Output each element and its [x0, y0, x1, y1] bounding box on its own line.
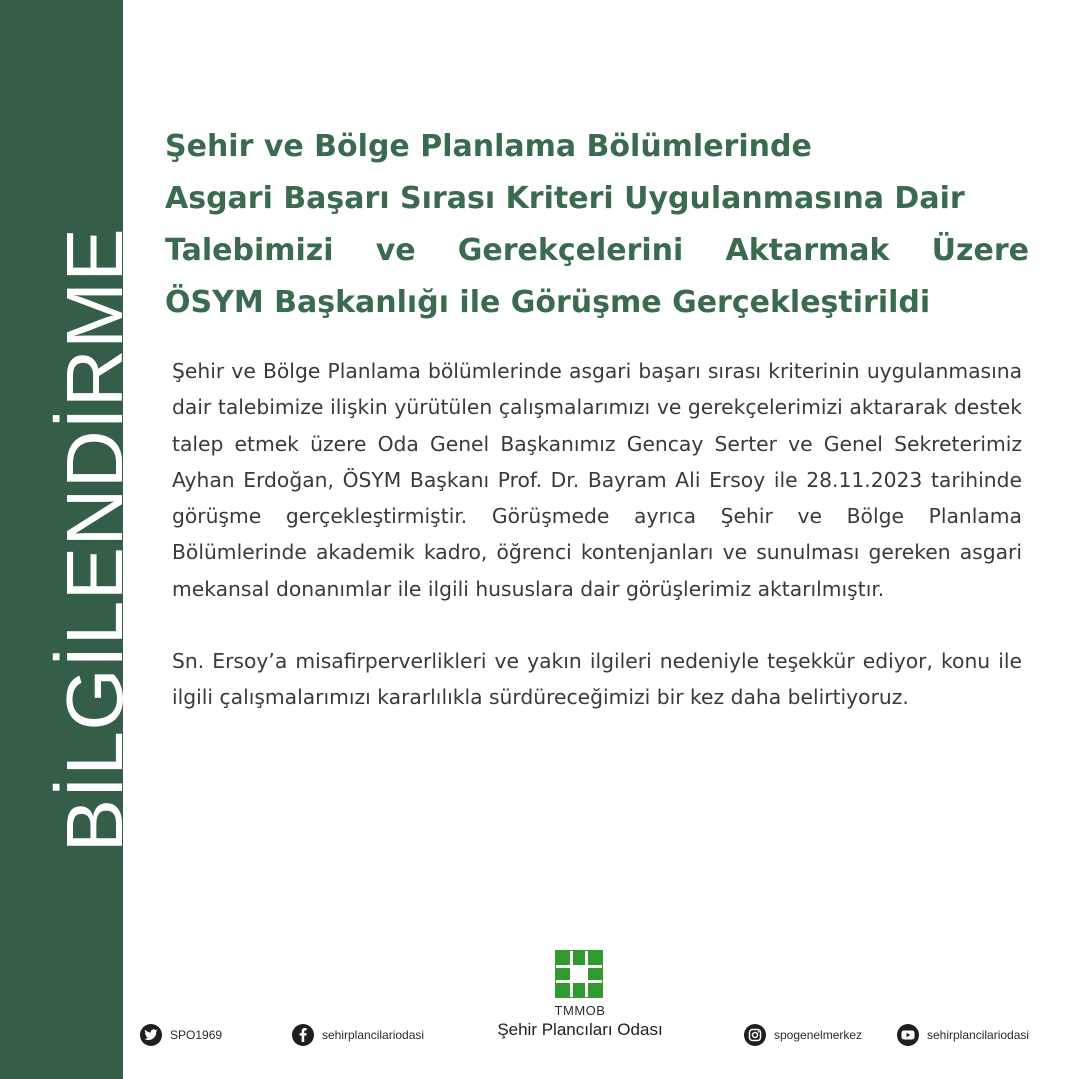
- facebook-icon: [292, 1024, 314, 1046]
- org-name-label: Şehir Plancıları Odası: [497, 1020, 663, 1039]
- title-line-4: ÖSYM Başkanlığı ile Görüşme Gerçekleştirildi: [165, 285, 931, 320]
- social-facebook[interactable]: [292, 1022, 424, 1048]
- title-line-3-word: Üzere: [931, 233, 1029, 268]
- twitter-handle: SPO1969: [170, 1028, 223, 1042]
- title-line-2: Asgari Başarı Sırası Kriteri Uygulanmasına Dair: [165, 181, 965, 216]
- title-line-3-word: Gerekçelerini: [457, 233, 684, 268]
- title-line-3: [165, 225, 1029, 277]
- sidebar-band: [0, 0, 139, 1079]
- twitter-icon: [140, 1024, 162, 1046]
- youtube-handle: sehirplancilariodasi: [927, 1028, 1030, 1042]
- org-top-label: TMMOB: [554, 1003, 606, 1018]
- announcement-title: [165, 121, 1029, 329]
- title-line-1: Şehir ve Bölge Planlama Bölümlerinde: [165, 129, 812, 164]
- social-instagram[interactable]: [744, 1022, 862, 1048]
- title-line-3-word: ve: [375, 233, 416, 268]
- title-line-3-word: Talebimizi: [165, 233, 334, 268]
- social-twitter[interactable]: [140, 1022, 222, 1048]
- youtube-icon: [897, 1024, 919, 1046]
- instagram-handle: spogenelmerkez: [774, 1028, 863, 1042]
- body-paragraph-1: Şehir ve Bölge Planlama bölümlerinde asgari başarı sırası kriterinin uygulanmasına dair talebimize ilişkin yürütülen çalışmalarımızı ve gerekçelerimizi aktararak destek talep etmek üzere Oda Genel Başkanımız Gencay Serter ve Genel Sekreterimiz Ayhan Erdoğan, ÖSYM Başkanı Prof. Dr. Bayram Ali Ersoy ile 28.11.2023 tarihinde görüşme gerçekleştirmiştir. Görüşmede ayrıca Şehir ve Bölge Planlama Bölümlerinde akademik kadro, öğrenci kontenjanları ve sunulması gereken asgari mekansal donanımlar ile ilgili hususlara dair görüşlerimiz aktarılmıştır.: [172, 359, 1022, 601]
- sidebar-vertical-label: BİLGİLENDİRME: [50, 227, 139, 853]
- body-paragraph-2: Sn. Ersoy’a misafirperverlikleri ve yakın ilgileri nedeniyle teşekkür ediyor, konu ile ilgili çalışmalarımızı kararlılıkla sürdüreceğimizi bir kez daha belirtiyoruz.: [172, 649, 1022, 710]
- instagram-icon: [744, 1024, 766, 1046]
- social-youtube[interactable]: [897, 1022, 1029, 1048]
- title-line-3-word: Aktarmak: [725, 233, 890, 268]
- spo-logo-icon: [555, 950, 603, 998]
- facebook-handle: sehirplancilariodasi: [322, 1028, 425, 1042]
- announcement-body: [172, 353, 1022, 752]
